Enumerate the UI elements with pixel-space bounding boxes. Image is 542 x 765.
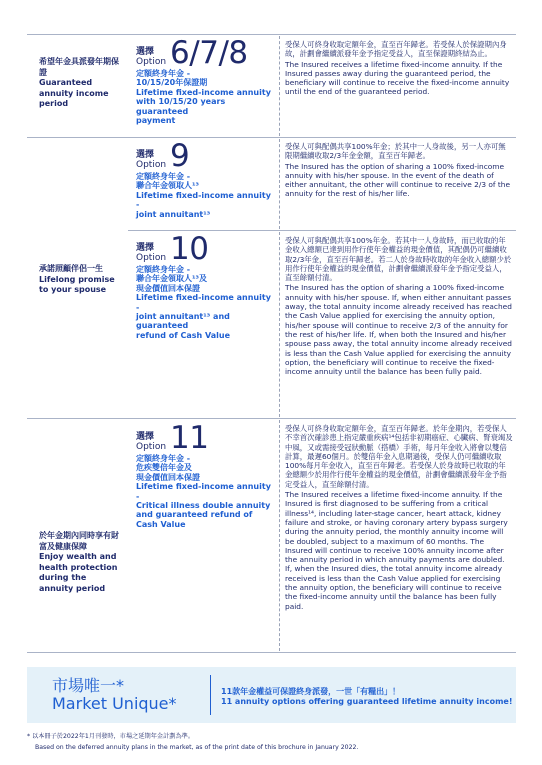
group-label-en: Enjoy wealth and health protection during the annuity period	[39, 552, 118, 593]
group-label-wealth-health	[39, 531, 119, 594]
row-rule-2	[27, 418, 516, 419]
column-divider	[279, 232, 280, 417]
banner-divider	[210, 675, 211, 715]
option-description	[285, 424, 513, 611]
option-word-en: Option	[136, 442, 167, 452]
banner-text-zh: 11款年金權益可保證終身派發，一世「有糧出」！	[221, 687, 401, 696]
option-name-zh: 危疾雙倍年金及	[136, 463, 192, 473]
description-en: The Insured has the option of sharing a 100% fixed-income annuity with his/her spouse. In the event of the death of either annuitant, the other will continue to receive 2/3 of the annuity for the rest of his/her life.	[285, 161, 510, 199]
group-label-en: Guaranteed annuity income period	[39, 78, 109, 108]
option-name-en: Lifetime fixed-income annuity -	[136, 190, 271, 210]
option-name-en: joint annuitant¹³ and guaranteed	[136, 312, 230, 331]
option-name-zh: 定額終身年金 -	[136, 454, 191, 463]
description-zh: 受保人可終身收取定額年金，直至百年歸老。於年金期內，若受保人不幸首次確診患上指定嚴重疾病¹⁴包括非初期癌症、心臟病、腎衰竭及中風，又或需接受冠狀動脈（搭橋）手術，每月年金收入將會以雙倍計算，最遲60個月。於雙倍年金入息期過後，受保人仍可繼續收取100%每月年金收入，直至百年歸老。若受保人於身故時已收取的年金總額少於用作行使年金權益的現金價值，計劃會繼續派發年金予指定受益人，直至餘額付清。	[285, 424, 513, 489]
option-name-en: refund of Cash Value	[136, 330, 231, 340]
option-name-en: Lifetime fixed-income annuity -	[136, 482, 271, 501]
group-label-zh: 希望年金具派發年期保證	[39, 57, 119, 77]
option-number: 11	[170, 420, 209, 456]
option-6-7-8	[136, 35, 276, 126]
footnote-zh: * 以本冊子於2022年1月刊發時，市場之延期年金計劃為準。	[27, 733, 195, 740]
option-name-zh: 10/15/20年保證期	[136, 78, 208, 88]
option-word-en: Option	[136, 57, 167, 67]
description-en: The Insured receives a lifetime fixed-income annuity. If the Insured passes away during the guaranteed period, the beneficiary will continue to receive the fixed-income annuity until the end of the guaranteed period.	[285, 59, 510, 97]
footnote-en: Based on the deferred annuity plans in the market, as of the print date of this brochure in January 2022.	[35, 744, 359, 751]
option-name-en: Lifetime fixed-income annuity -	[136, 293, 271, 312]
row-rule-top	[27, 34, 516, 35]
option-name-en: with 10/15/20 years guaranteed	[136, 97, 226, 116]
option-description	[285, 142, 513, 199]
column-divider	[279, 420, 280, 651]
option-10	[136, 231, 276, 340]
option-name-en: Lifetime fixed-income annuity	[136, 87, 271, 97]
row-rule-bottom	[27, 652, 516, 653]
option-word-zh: 選擇	[136, 432, 155, 442]
option-word-zh: 選擇	[136, 243, 155, 253]
banner-text-en: 11 annuity options offering guaranteed lifetime annuity income!	[221, 697, 513, 706]
description-en: The Insured has the option of sharing a 100% fixed-income annuity with his/her spouse. If, when either annuitant passes away, the total annuity income already received has reached the Cash Value applied for exercising the annuity option, his/her spouse will continue to receive 2/3 of the annuity for the rest of his/her life. If, when both the Insured and his/her spouse pass away, the total annuity income already received is less than the Cash Value applied for exercising the annuity option, the beneficiary will continue to receive the fixed-income annuity until the balance has been fully paid.	[285, 283, 512, 377]
description-zh: 受保人可與配偶共享100%年金。若其中一人身故時，而已收取的年金收入總額已達到用作行使年金權益的現金價值，其配偶仍可繼續收取2/3年金，直至百年歸老。若二人於身故時收取的年金收入總額少於用作行使年金權益的現金價值，計劃會繼續派發年金予指定受益人，直至餘額付清。	[285, 236, 512, 283]
banner-title-zh: 市場唯一*	[52, 676, 125, 695]
option-name-zh: 定額終身年金 -	[136, 69, 191, 78]
option-name-zh: 定額終身年金 -	[136, 172, 191, 181]
option-description	[285, 236, 513, 376]
option-name-zh: 聯合年金領取人¹³	[136, 181, 200, 191]
group-label-zh: 於年金期內同時享有財富及健康保障	[39, 531, 119, 551]
group-label-guaranteed-period	[39, 57, 119, 110]
description-zh: 受保人可終身收取定額年金，直至百年歸老。若受保人於保證期內身故，計劃會繼續派發年金予指定受益人，直至保證期終結為止。	[285, 40, 507, 59]
option-name-en: payment	[136, 116, 176, 126]
banner-title-en: Market Unique*	[52, 694, 177, 713]
column-divider	[279, 139, 280, 229]
option-word-en: Option	[136, 253, 167, 263]
market-unique-banner	[27, 667, 516, 723]
option-word-en: Option	[136, 160, 167, 170]
option-number: 9	[170, 138, 190, 174]
option-number: 6/7/8	[170, 35, 248, 71]
option-word-zh: 選擇	[136, 47, 155, 57]
option-name-zh: 定額終身年金 -	[136, 265, 191, 274]
group-label-en: Lifelong promise to your spouse	[39, 274, 115, 294]
row-rule-1	[27, 137, 516, 138]
option-name-en: and guaranteed refund of	[136, 510, 253, 520]
group-label-spouse	[39, 264, 119, 296]
group-label-zh: 承諾照顧伴侶一生	[39, 264, 103, 273]
description-en: The Insured receives a lifetime fixed-income annuity. If the Insured is first diagnosed to be suffering from a critical illness¹⁴, including later-stage cancer, heart attack, kidney failure and stroke, or having coronary artery bypass surgery during the annuity period, the monthly annuity income will be doubled, subject to a maximum of 60 months. The Insured will continue to receive 100% annuity income after the annuity period in which annuity payments are doubled. If, when the Insured dies, the total annuity income already received is less than the Cash Value applied for exercising the annuity option, the beneficiary will continue to receive the fixed-income annuity until the balance has been fully paid.	[285, 490, 508, 611]
option-name-zh: 現金價值回本保證	[136, 283, 200, 293]
option-number: 10	[170, 231, 209, 267]
column-divider	[279, 36, 280, 136]
option-9	[136, 138, 276, 219]
option-name-zh: 現金價值回本保證	[136, 472, 200, 482]
option-11	[136, 420, 276, 529]
option-name-en: Cash Value	[136, 519, 186, 529]
option-name-en: Critical illness double annuity	[136, 501, 271, 511]
option-word-zh: 選擇	[136, 150, 155, 160]
option-name-zh: 聯合年金領取人¹³及	[136, 274, 208, 284]
option-description	[285, 40, 513, 97]
option-name-en: joint annuitant¹³	[136, 209, 211, 219]
description-zh: 受保人可與配偶共享100%年金；於其中一人身故後，另一人亦可無限期繼續收取2/3年金金額，直至百年歸老。	[285, 142, 506, 161]
